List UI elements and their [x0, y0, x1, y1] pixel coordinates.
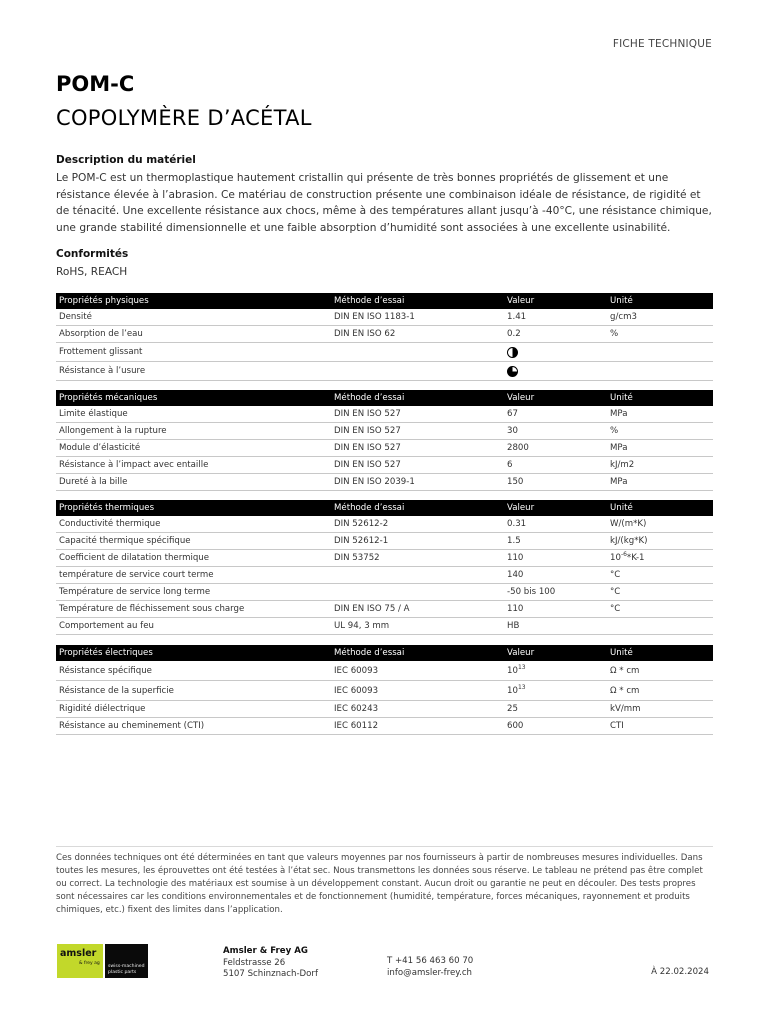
test-method: IEC 60112	[331, 718, 504, 735]
test-method: DIN 52612-1	[331, 533, 504, 550]
company-email: info@amsler-frey.ch	[387, 967, 473, 978]
test-method: DIN 53752	[331, 550, 504, 567]
amsler-logo	[57, 944, 103, 978]
half-circle-rating-icon	[507, 347, 518, 358]
property-unit: Ω * cm	[607, 661, 713, 681]
table-row	[56, 457, 713, 474]
property-unit: Ω * cm	[607, 681, 713, 701]
property-value: 25	[504, 701, 607, 718]
column-header-value: Valeur	[504, 500, 607, 516]
table-row	[56, 474, 713, 491]
test-method: DIN EN ISO 527	[331, 423, 504, 440]
electrical-properties-table	[56, 645, 713, 735]
table-row	[56, 661, 713, 681]
unit-exponent: -6	[620, 551, 627, 558]
table-row	[56, 601, 713, 618]
property-value: -50 bis 100	[504, 584, 607, 601]
property-name: Frottement glissant	[56, 343, 331, 362]
column-header-method: Méthode d’essai	[331, 390, 504, 406]
column-header-value: Valeur	[504, 390, 607, 406]
property-value	[504, 362, 607, 381]
test-method	[331, 343, 504, 362]
property-name: Conductivité thermique	[56, 516, 331, 533]
property-unit	[607, 362, 713, 381]
column-header-value: Valeur	[504, 293, 607, 309]
company-name: Amsler & Frey AG	[223, 946, 308, 956]
disclaimer-text: Ces données techniques ont été déterminées en tant que valeurs moyennes par nos fournisseurs à partir de nombreuses mesures individuelles. Dans toutes les mesures, les éprouvettes ont été testées à l’état sec. Nous transmettons les données sous réserve. Le tableau ne prétend pas être complet ou correct. La technologie des matériaux est soumise à un développement constant. Aucun droit ou garantie ne peut en découler. Des tests propres sont nécessaires car les conditions environnementales et de fonctionnement (humidité, température, forces mécaniques, rayonnement et produits chimiques, etc.) fixent des limites dans l’application.	[56, 853, 703, 915]
property-value	[504, 661, 607, 681]
property-value: 0.31	[504, 516, 607, 533]
property-unit	[607, 550, 713, 567]
property-name: Température de service long terme	[56, 584, 331, 601]
value-base: 10	[507, 685, 518, 696]
property-name: Comportement au feu	[56, 618, 331, 635]
table-row	[56, 343, 713, 362]
property-value: 110	[504, 601, 607, 618]
test-method	[331, 567, 504, 584]
test-method	[331, 362, 504, 381]
property-unit	[607, 618, 713, 635]
column-header-unit: Unité	[607, 293, 713, 309]
property-name: Limite élastique	[56, 406, 331, 423]
property-name: Absorption de l’eau	[56, 326, 331, 343]
property-value: 600	[504, 718, 607, 735]
property-value: 30	[504, 423, 607, 440]
company-phone: T +41 56 463 60 70	[387, 956, 474, 966]
test-method: DIN EN ISO 1183-1	[331, 309, 504, 326]
test-method: DIN EN ISO 2039-1	[331, 474, 504, 491]
table-row	[56, 362, 713, 381]
column-header-value: Valeur	[504, 645, 607, 661]
property-unit: kV/mm	[607, 701, 713, 718]
property-value: 0.2	[504, 326, 607, 343]
table-header-row	[56, 645, 713, 661]
table-row	[56, 618, 713, 635]
company-address	[223, 946, 318, 981]
table-header-row	[56, 390, 713, 406]
description-heading: Description du matériel	[56, 154, 196, 166]
page-title: POM-C	[56, 72, 135, 96]
tagline-logo	[105, 944, 148, 978]
property-value: 150	[504, 474, 607, 491]
property-name: Résistance à l’impact avec entaille	[56, 457, 331, 474]
page-subtitle: COPOLYMÈRE D’ACÉTAL	[56, 106, 312, 130]
property-name: Coefficient de dilatation thermique	[56, 550, 331, 567]
physical-properties-table	[56, 293, 713, 381]
column-header-method: Méthode d’essai	[331, 645, 504, 661]
mechanical-properties-table	[56, 390, 713, 491]
property-unit: MPa	[607, 474, 713, 491]
value-base: 10	[507, 665, 518, 676]
document-type: FICHE TECHNIQUE	[612, 38, 712, 50]
property-unit: °C	[607, 601, 713, 618]
property-name: Dureté à la bille	[56, 474, 331, 491]
footer-divider	[56, 846, 713, 847]
table-row	[56, 567, 713, 584]
conformities-heading: Conformités	[56, 248, 129, 260]
property-value: 2800	[504, 440, 607, 457]
table-row	[56, 516, 713, 533]
property-name: Rigidité diélectrique	[56, 701, 331, 718]
logo-name: amsler	[60, 948, 97, 959]
property-value	[504, 681, 607, 701]
property-name: Capacité thermique spécifique	[56, 533, 331, 550]
property-value: 6	[504, 457, 607, 474]
test-method: IEC 60093	[331, 661, 504, 681]
test-method: DIN EN ISO 527	[331, 457, 504, 474]
property-value: 140	[504, 567, 607, 584]
property-name: Résistance au cheminement (CTI)	[56, 718, 331, 735]
test-method	[331, 584, 504, 601]
table-row	[56, 718, 713, 735]
column-header-unit: Unité	[607, 645, 713, 661]
table-row	[56, 550, 713, 567]
property-name: Température de fléchissement sous charge	[56, 601, 331, 618]
table-header-row	[56, 293, 713, 309]
table-row	[56, 406, 713, 423]
property-name: Densité	[56, 309, 331, 326]
test-method: IEC 60243	[331, 701, 504, 718]
document-date: À 22.02.2024	[651, 967, 709, 977]
property-unit: g/cm3	[607, 309, 713, 326]
table-row	[56, 309, 713, 326]
table-row	[56, 423, 713, 440]
test-method: DIN EN ISO 62	[331, 326, 504, 343]
property-unit: %	[607, 423, 713, 440]
column-header-unit: Unité	[607, 500, 713, 516]
company-contact	[387, 956, 473, 979]
company-city: 5107 Schinznach-Dorf	[223, 969, 318, 979]
property-value	[504, 343, 607, 362]
conformities-text: RoHS, REACH	[56, 266, 128, 278]
property-value: 1.41	[504, 309, 607, 326]
property-unit: °C	[607, 567, 713, 584]
test-method: DIN EN ISO 527	[331, 406, 504, 423]
property-name: température de service court terme	[56, 567, 331, 584]
test-method: DIN EN ISO 527	[331, 440, 504, 457]
table-row	[56, 440, 713, 457]
property-value: 110	[504, 550, 607, 567]
property-unit: MPa	[607, 440, 713, 457]
property-value: 1.5	[504, 533, 607, 550]
column-header-unit: Unité	[607, 390, 713, 406]
table-header-row	[56, 500, 713, 516]
test-method: UL 94, 3 mm	[331, 618, 504, 635]
value-exponent: 13	[517, 683, 526, 691]
property-name: Résistance à l’usure	[56, 362, 331, 381]
table-row	[56, 681, 713, 701]
property-name: Résistance spécifique	[56, 661, 331, 681]
value-exponent: 13	[517, 663, 526, 671]
table-row	[56, 701, 713, 718]
property-name: Résistance de la superficie	[56, 681, 331, 701]
property-unit: kJ/m2	[607, 457, 713, 474]
column-header-property: Propriétés physiques	[56, 293, 331, 309]
property-unit: kJ/(kg*K)	[607, 533, 713, 550]
test-method: DIN EN ISO 75 / A	[331, 601, 504, 618]
table-row	[56, 584, 713, 601]
table-row	[56, 326, 713, 343]
company-street: Feldstrasse 26	[223, 957, 286, 968]
property-name: Module d’élasticité	[56, 440, 331, 457]
property-unit: %	[607, 326, 713, 343]
property-value: 67	[504, 406, 607, 423]
column-header-property: Propriétés électriques	[56, 645, 331, 661]
column-header-property: Propriétés thermiques	[56, 500, 331, 516]
property-unit	[607, 343, 713, 362]
property-unit: CTI	[607, 718, 713, 735]
unit-tail: *K-1	[626, 553, 645, 563]
table-row	[56, 533, 713, 550]
column-header-property: Propriétés mécaniques	[56, 390, 331, 406]
property-unit: MPa	[607, 406, 713, 423]
unit-base: 10	[610, 553, 621, 563]
test-method: DIN 52612-2	[331, 516, 504, 533]
column-header-method: Méthode d’essai	[331, 293, 504, 309]
three-quarter-circle-rating-icon	[507, 366, 518, 377]
column-header-method: Méthode d’essai	[331, 500, 504, 516]
property-value: HB	[504, 618, 607, 635]
thermal-properties-table	[56, 500, 713, 635]
test-method: IEC 60093	[331, 681, 504, 701]
logo-subtext: & frey ag	[79, 961, 100, 966]
property-unit: °C	[607, 584, 713, 601]
description-text: Le POM-C est un thermoplastique hautement cristallin qui présente de très bonnes propriétés de glissement et une résistance élevée à l’abrasion. Ce matériau de construction présente une combinaison idéale de résistance, de rigidité et de ténacité. Une excellente résistance aux chocs, même à des températures allant jusqu’à -40°C, une résistance chimique, une grande stabilité dimensionnelle et une faible absorption d’humidité sont associées à une excellente usinabilité.	[56, 172, 712, 234]
logo-tagline: swiss-machined plastic parts	[108, 964, 145, 975]
property-unit: W/(m*K)	[607, 516, 713, 533]
property-name: Allongement à la rupture	[56, 423, 331, 440]
